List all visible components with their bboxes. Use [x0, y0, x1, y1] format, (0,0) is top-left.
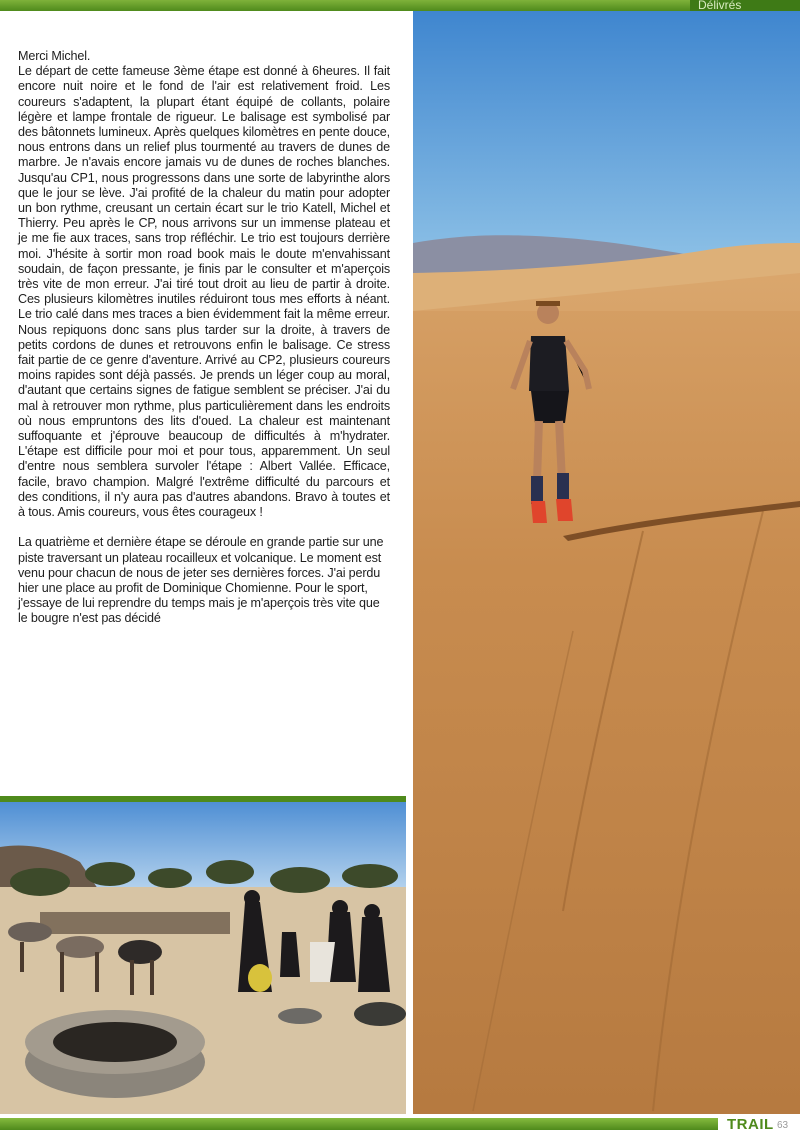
article-greeting: Merci Michel.: [18, 49, 91, 63]
article-body: [18, 49, 390, 627]
footer-bar: [0, 1118, 718, 1130]
article-paragraph: La quatrième et dernière étape se déroule en grande partie sur une piste traversant un plateau rocailleux et volcanique. Le moment est venu pour chacun de nous de jeter ses dernières forces. J'ai perdu hier une place au profit de Dominique Chomienne. Pour le sport, j'essaye de lui reprendre du temps mais je m'aperçois très vite que le bougre n'est pas décidé: [18, 535, 384, 626]
article-paragraph: Le départ de cette fameuse 3ème étape est donné à 6heures. Il fait encore nuit noire et le fond de l'air est relativement froid. Les coureurs s'adaptent, la plupart étant équipé de collants, polaire légère et lampe frontale de rigueur. Le balisage est symbolisé par des bâtonnets lumineux. Après quelques kilomètres en pente douce, nous entrons dans un relief plus tourmenté au travers de dunes de marbre. Je n'avais encore jamais vu de dunes de roches blanches. Jusqu'au CP1, nous progressons dans une sorte de labyrinthe alors que le jour se lève. J'ai profité de la chaleur du matin pour adopter un bon rythme, creusant un certain écart sur le trio Katell, Michel et Thierry. Peu après le CP, nous arrivons sur un immense plateau et je me fie aux traces, sans trop réfléchir. Le trio est toujours derrière moi. J'hésite à sortir mon road book mais le doute m'envahissant soudain, de façon pressante, je finis par le consulter et m'aperçois très vite de mon erreur. J'ai tiré tout droit au lieu de partir à droite. Ces plusieurs kilomètres inutiles réduiront tous mes efforts à néant. Le trio calé dans mes traces a bien évidemment fait la même erreur. Nous repiquons donc sans plus tarder sur la droite, à travers de petits cordons de dunes et retrouvons enfin le balisage. Ce stress fait partie de ce genre d'aventure. Arrivé au CP2, plusieurs coureurs moins rapides sont déjà passés. Je prends un léger coup au moral, d'autant que certains signes de fatigue semblent se préciser. J'ai du mal à retrouver mon rythme, plus particulièrement dans les endroits où nous empruntons des lits d'oued. La chaleur est maintenant suffoquante et j'éprouve beaucoup de difficultés à m'hydrater. L'étape est difficile pour moi et pour tous, apparemment. Un seul d'entre nous semblera survoler l'étape : Albert Vallée. Efficace, facile, bravo champion. Malgré l'extrême difficulté du parcours et des conditions, il n'y aura pas d'autres abandons. Bravo à toutes et à tous. Amis coureurs, vous êtes courageux !: [18, 64, 390, 520]
page-footer: [0, 1114, 800, 1136]
header-bar: [0, 0, 800, 11]
oasis-well-photo: [0, 802, 406, 1114]
page-number: 63: [777, 1120, 789, 1131]
magazine-logo: TRAIL: [727, 1116, 774, 1133]
runner-dune-photo: [413, 11, 800, 1114]
text-column: [0, 11, 413, 799]
section-label: Délivrés: [690, 0, 800, 11]
